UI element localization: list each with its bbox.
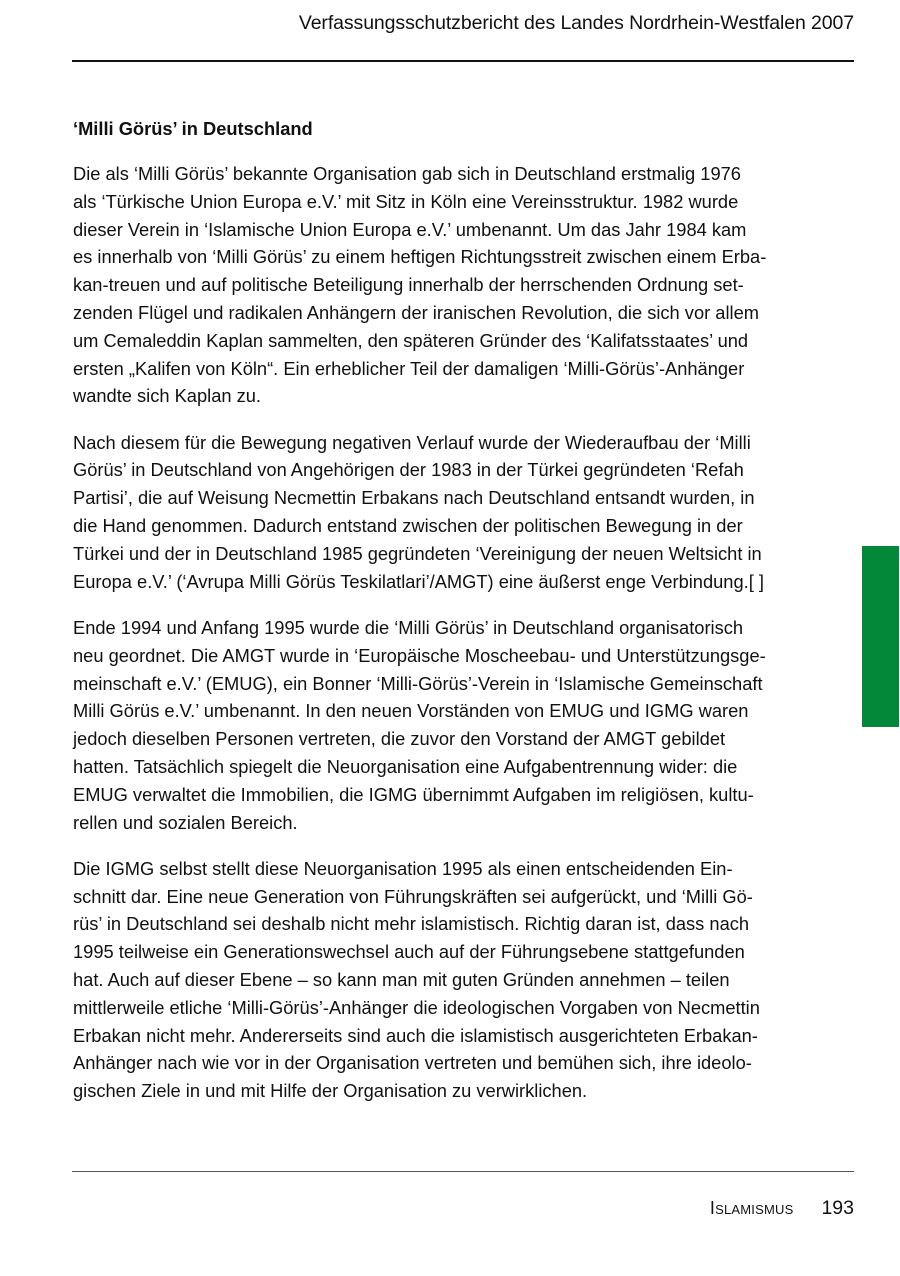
- text-line: meinschaft e.V.’ (EMUG), ein Bonner ‘Milli-Görüs’-Verein in ‘Islamische Gemeinschaft: [73, 672, 763, 694]
- text-line: Erbakan nicht mehr. Andererseits sind auch die islamistisch ausgerichteten Erbakan-: [73, 1024, 758, 1046]
- text-line: als ‘Türkische Union Europa e.V.’ mit Sitz in Köln eine Vereinsstruktur. 1982 wurde: [73, 190, 739, 212]
- text-line: Die als ‘Milli Görüs’ bekannte Organisation gab sich in Deutschland erstmalig 1976: [73, 163, 741, 184]
- text-line: schnitt dar. Eine neue Generation von Führungskräften sei aufgerückt, und ‘Milli Gö-: [73, 885, 753, 907]
- text-line: Partisi’, die auf Weisung Necmettin Erbakans nach Deutschland entsandt wurden, in: [73, 487, 755, 509]
- paragraph-4: [73, 855, 813, 1105]
- text-line: zenden Flügel und radikalen Anhängern der iranischen Revolution, die sich vor allem: [73, 301, 759, 323]
- text-line: 1995 teilweise ein Generationswechsel auch auf der Führungsebene stattgefunden: [73, 941, 745, 963]
- paragraph-2: [73, 429, 813, 596]
- footer-rule: [72, 1171, 854, 1172]
- running-header-title: Verfassungsschutzbericht des Landes Nordrhein-Westfalen 2007: [298, 12, 854, 34]
- text-line: Türkei und der in Deutschland 1985 gegründeten ‘Vereinigung der neuen Weltsicht in: [73, 542, 762, 564]
- text-line: um Cemaleddin Kaplan sammelten, den späteren Gründer des ‘Kalifatsstaates’ und: [73, 329, 749, 351]
- page-footer: [710, 1197, 854, 1220]
- chapter-thumb-tab: [862, 546, 899, 727]
- text-line: Ende 1994 und Anfang 1995 wurde die ‘Milli Görüs’ in Deutschland organisatorisch: [73, 616, 744, 638]
- text-line: rellen und sozialen Bereich.: [73, 811, 298, 833]
- text-line: Die IGMG selbst stellt diese Neuorganisation 1995 als einen entscheidenden Ein-: [73, 857, 733, 879]
- header-rule: [72, 60, 854, 62]
- footer-section-label: Islamismus: [709, 1198, 794, 1218]
- text-line: kan-treuen und auf politische Beteiligung innerhalb der herrschenden Ordnung set-: [73, 274, 744, 296]
- text-line: jedoch dieselben Personen vertreten, die zuvor den Vorstand der AMGT gebildet: [73, 728, 726, 750]
- text-line: neu geordnet. Die AMGT wurde in ‘Europäische Moscheebau- und Unterstützungsge-: [73, 644, 766, 666]
- text-line: es innerhalb von ‘Milli Görüs’ zu einem heftigen Richtungsstreit zwischen einem Erba-: [73, 246, 767, 268]
- text-line: hatten. Tatsächlich spiegelt die Neuorganisation eine Aufgabentrennung wider: die: [73, 755, 738, 777]
- page-content: [73, 116, 813, 1124]
- text-line: wandte sich Kaplan zu.: [73, 385, 262, 407]
- text-line: EMUG verwaltet die Immobilien, die IGMG übernimmt Aufgaben im religiösen, kultu-: [73, 783, 754, 805]
- text-line: die Hand genommen. Dadurch entstand zwischen der politischen Bewegung in der: [73, 515, 743, 537]
- text-line: rüs’ in Deutschland sei deshalb nicht mehr islamistisch. Richtig daran ist, dass nach: [73, 913, 750, 935]
- section-title: ‘Milli Görüs’ in Deutschland: [73, 118, 313, 139]
- page-number: 193: [821, 1197, 854, 1219]
- text-line: Milli Görüs e.V.’ umbenannt. In den neuen Vorständen von EMUG und IGMG waren: [73, 700, 749, 722]
- paragraph-3: [73, 614, 813, 836]
- paragraph-1: [73, 160, 813, 410]
- text-line: mittlerweile etliche ‘Milli-Görüs’-Anhänger die ideologischen Vorgaben von Necmettin: [73, 996, 760, 1018]
- text-line: Nach diesem für die Bewegung negativen Verlauf wurde der Wiederaufbau der ‘Milli: [73, 431, 751, 453]
- text-line: Görüs’ in Deutschland von Angehörigen der 1983 in der Türkei gegründeten ‘Refah: [73, 459, 744, 481]
- text-line: gischen Ziele in und mit Hilfe der Organisation zu verwirklichen.: [73, 1080, 588, 1102]
- text-line: dieser Verein in ‘Islamische Union Europa e.V.’ umbenannt. Um das Jahr 1984 kam: [73, 218, 747, 240]
- text-line: Anhänger nach wie vor in der Organisation vertreten und bemühen sich, ihre ideolo-: [73, 1052, 752, 1074]
- text-line: ersten „Kalifen von Köln“. Ein erheblicher Teil der damaligen ‘Milli-Görüs’-Anhänger: [73, 357, 745, 379]
- text-line: Europa e.V.’ (‘Avrupa Milli Görüs Teskilatlari’/AMGT) eine äußerst enge Verbindung.[ ]: [73, 570, 764, 592]
- text-line: hat. Auch auf dieser Ebene – so kann man mit guten Gründen annehmen – teilen: [73, 969, 730, 991]
